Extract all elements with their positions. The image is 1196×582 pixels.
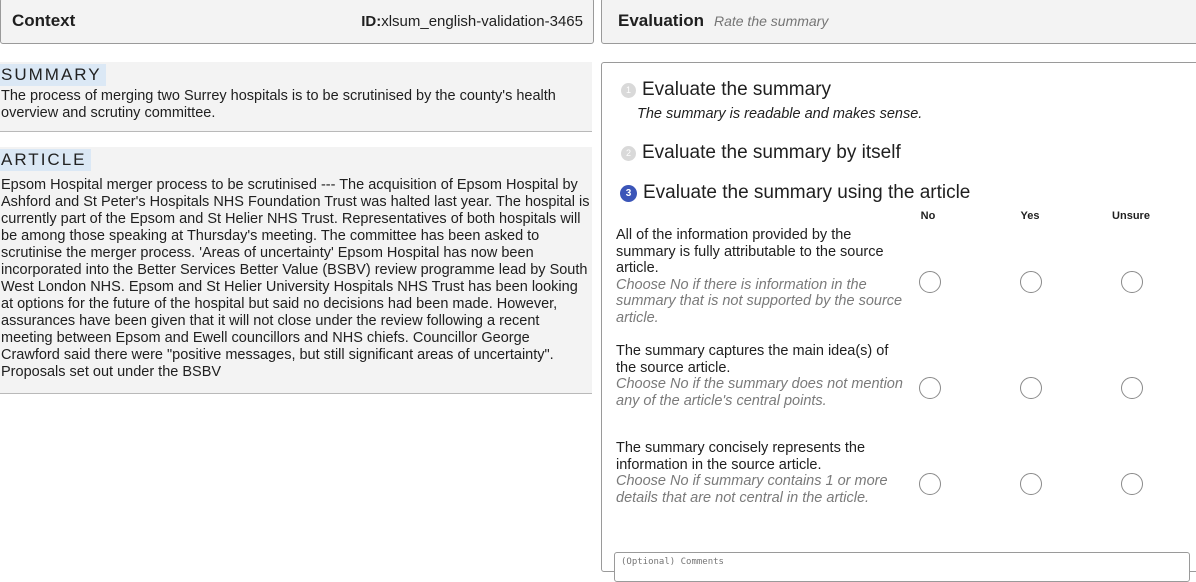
context-header xyxy=(0,0,594,44)
document-id-value: xlsum_english-validation-3465 xyxy=(381,12,583,30)
article-label: ARTICLE xyxy=(0,149,91,171)
summary-text: The process of merging two Surrey hospitals is to be scrutinised by the county's health overview and scrutiny committee. xyxy=(1,88,556,121)
step-number-1: 1 xyxy=(621,83,636,98)
q2-yes-radio[interactable] xyxy=(1020,377,1042,399)
column-yes: Yes xyxy=(1020,210,1040,222)
question-1 xyxy=(616,227,906,326)
step-3[interactable] xyxy=(620,182,970,204)
q1-no-radio[interactable] xyxy=(919,271,941,293)
document-id xyxy=(361,13,583,30)
step-number-2: 2 xyxy=(621,146,636,161)
comments-input[interactable] xyxy=(614,552,1190,582)
question-2 xyxy=(616,343,906,409)
step-3-label: Evaluate the summary using the article xyxy=(643,182,971,203)
question-2-text: The summary captures the main idea(s) of the source article. xyxy=(616,343,889,376)
document-id-label: ID: xyxy=(361,12,382,30)
step-2[interactable] xyxy=(621,142,901,164)
question-3 xyxy=(616,440,906,506)
step-1-note: The summary is readable and makes sense. xyxy=(637,106,923,122)
context-title: Context xyxy=(12,11,76,30)
q3-unsure-radio[interactable] xyxy=(1121,473,1143,495)
q2-unsure-radio[interactable] xyxy=(1121,377,1143,399)
article-text: Epsom Hospital merger process to be scrutinised --- The acquisition of Epsom Hospital by Ashford and St Peter's Hospitals NHS Foundation Trust was halted last year. The hospital is currently part of the Epsom and St Helier NHS Trust. Representatives of both hospitals will be among those speaking at Thursday's meeting. The committee has been asked to scrutinise the merger process. 'Areas of uncertainty' Epsom Hospital has now been incorporated into the Better Services Better Value (BSBV) review programme lead by South West London NHS. Epsom and St Helier University Hospitals NHS Trust has been looking at options for the future of the hospital but said no decisions had been made. However, assurances have been given that it will not close under the review following a recent meeting between Epsom and Ewell councillors and NHS chiefs. Councillor George Crawford said there were "positive messages, but still significant areas of uncertainty". Proposals set out under the BSBV xyxy=(1,177,590,380)
question-2-hint: Choose No if the summary does not mention any of the article's central points. xyxy=(616,376,903,409)
q3-yes-radio[interactable] xyxy=(1020,473,1042,495)
column-unsure: Unsure xyxy=(1112,210,1150,222)
q1-yes-radio[interactable] xyxy=(1020,271,1042,293)
evaluation-subtitle: Rate the summary xyxy=(713,13,829,29)
q3-no-radio[interactable] xyxy=(919,473,941,495)
step-1-label: Evaluate the summary xyxy=(642,79,832,100)
question-3-text: The summary concisely represents the information in the source article. xyxy=(616,440,866,473)
question-1-text: All of the information provided by the summary is fully attributable to the source article. xyxy=(616,227,884,276)
evaluation-panel xyxy=(601,62,1196,572)
q2-no-radio[interactable] xyxy=(919,377,941,399)
summary-label: SUMMARY xyxy=(0,64,106,86)
step-1[interactable] xyxy=(621,79,831,101)
step-number-3: 3 xyxy=(620,185,637,202)
q1-unsure-radio[interactable] xyxy=(1121,271,1143,293)
evaluation-title: Evaluation xyxy=(618,11,704,30)
question-3-hint: Choose No if summary contains 1 or more details that are not central in the article. xyxy=(616,473,888,506)
step-2-label: Evaluate the summary by itself xyxy=(642,142,901,163)
evaluation-header xyxy=(601,0,1196,44)
question-1-hint: Choose No if there is information in the summary that is not supported by the source article. xyxy=(616,276,903,326)
article-section[interactable] xyxy=(0,147,592,394)
column-no: No xyxy=(920,210,936,222)
